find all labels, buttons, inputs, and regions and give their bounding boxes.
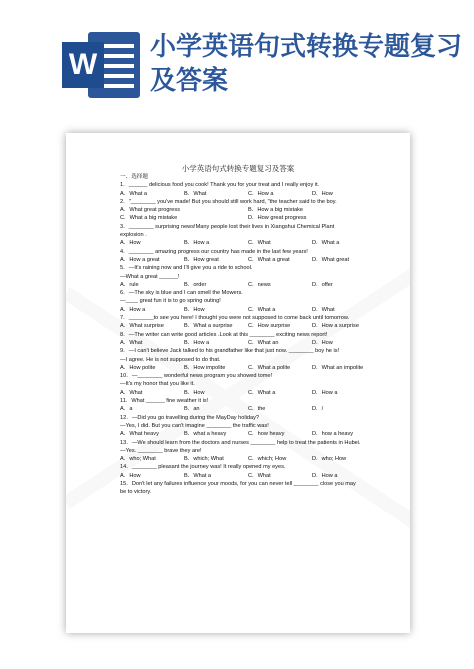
answer-option: B．What (184, 190, 207, 197)
question-stem (120, 414, 376, 422)
option-row (120, 190, 376, 198)
question-stem (120, 289, 376, 297)
answer-option: D．How a (312, 472, 338, 479)
answer-option: D．What great (312, 256, 349, 263)
answer-option: D．How great progress (248, 215, 307, 222)
option-row (120, 239, 376, 247)
question-number: 10． (120, 373, 132, 380)
question-stem (120, 248, 376, 256)
question-text: —Did you go travelling during the MayDay holiday? (131, 414, 259, 421)
question-text: What ______ fine weather it is! (131, 398, 209, 405)
question-stem-cont (120, 297, 376, 305)
question-stem-cont (120, 422, 376, 430)
answer-option: A．How polite (120, 364, 156, 371)
answer-option: B．an (184, 406, 200, 413)
question-text: ________ amazing progress our country has made in the last few years! (128, 248, 308, 255)
question-text: —Yes. ________ brave they are! (120, 447, 202, 454)
question-number: 15． (120, 480, 132, 487)
answer-option: B．How a (184, 240, 210, 247)
option-row (120, 405, 376, 413)
answer-option: A．who; What (120, 456, 156, 463)
question-stem (120, 223, 376, 231)
question-stem (120, 331, 376, 339)
answer-option: C．which; How (248, 456, 287, 463)
answer-option: C．What (248, 472, 271, 479)
question-stem-cont (120, 356, 376, 364)
answer-option: D．What a (312, 240, 340, 247)
answer-option: C．What a polite (248, 364, 291, 371)
answer-option: B．How a (184, 339, 210, 346)
question-stem-cont (120, 447, 376, 455)
question-list (120, 173, 376, 497)
answer-option: B．How impolite (184, 364, 226, 371)
question-text: —________ wonderful news program you showed tome! (131, 373, 273, 380)
answer-option: C．What a (248, 306, 276, 313)
option-row (120, 206, 376, 214)
option-row (120, 389, 376, 397)
question-number: 7． (120, 315, 129, 322)
answer-option: C．the (248, 406, 266, 413)
question-number: 6． (120, 290, 129, 297)
question-text: —____ great fun it is to go spring outing! (120, 298, 221, 305)
answer-option: A．How (120, 240, 141, 247)
question-text: —We should learn from the doctors and nurses ________ help to treat the patients in Hubei. (131, 439, 361, 446)
question-text: Don't let any failures influence your moods, for you can never tell ________ close you may (131, 480, 356, 487)
word-document-icon (62, 28, 142, 102)
question-text: —What a great ______! (120, 273, 180, 280)
option-row (120, 472, 376, 480)
answer-option: D．who; How (312, 456, 347, 463)
option-row (120, 306, 376, 314)
question-stem (120, 198, 376, 206)
banner (0, 0, 474, 120)
answer-option: A．a (120, 406, 133, 413)
answer-option: C．What (248, 240, 271, 247)
answer-option: C．How surprise (248, 323, 291, 330)
answer-option: A．What (120, 389, 143, 396)
answer-option: D．offer (312, 281, 333, 288)
option-row (120, 281, 376, 289)
answer-option: A．What surprise (120, 323, 164, 330)
answer-option: B．What a (184, 472, 212, 479)
answer-option: D．How (312, 190, 333, 197)
question-text: —The writer can write good articles .Look at this ________ exciting news report! (128, 331, 328, 338)
answer-option: B．How a big mistake (248, 207, 304, 214)
option-row (120, 339, 376, 347)
answer-option: C．What an (248, 339, 279, 346)
question-number: 12． (120, 414, 132, 421)
question-text: ______ delicious food you cook! Thank you for your treat and I really enjoy it. (128, 182, 320, 189)
answer-option: A．How a (120, 306, 146, 313)
option-row (120, 430, 376, 438)
option-row (120, 364, 376, 372)
answer-option: A．What a (120, 190, 148, 197)
question-number: 5． (120, 265, 129, 272)
answer-option: B．which; What (184, 456, 224, 463)
answer-option: C．What a big mistake (120, 215, 178, 222)
question-text: —I can't believe Jack talked to his grandfather like that just now. ________ boy he is! (128, 348, 340, 355)
question-stem (120, 480, 376, 488)
answer-option: A．What heavy (120, 431, 159, 438)
answer-option: A．rule (120, 281, 139, 288)
question-stem (120, 397, 376, 405)
answer-option: A．What great progress (120, 207, 181, 214)
answer-option: C．news (248, 281, 271, 288)
option-row (120, 455, 376, 463)
question-stem (120, 372, 376, 380)
answer-option: B．what a heavy (184, 431, 227, 438)
question-stem (120, 181, 376, 189)
answer-option: D．What an impolite (312, 364, 364, 371)
answer-option: D．How a (312, 389, 338, 396)
question-stem (120, 463, 376, 471)
answer-option: C．What a great (248, 256, 290, 263)
question-stem (120, 264, 376, 272)
option-row (120, 256, 376, 264)
answer-option: B．How (184, 306, 205, 313)
question-stem-cont (120, 231, 376, 239)
question-number: 4． (120, 248, 129, 255)
question-number: 8． (120, 331, 129, 338)
answer-option: D．/ (312, 406, 324, 413)
question-text: —It's my honor that you like it. (120, 381, 195, 388)
section-heading: 一、选择题 (120, 174, 148, 180)
question-text: —The sky is blue and I can smell the Mowers. (128, 290, 243, 297)
question-number: 3． (120, 223, 129, 230)
answer-option: B．How great (184, 256, 219, 263)
question-text: ________ pleasant the journey was! It really opened my eyes. (131, 464, 286, 471)
question-text: ________ surprising news!Many people lost their lives in Xiangshui Chemical Plant (128, 223, 335, 230)
question-text: —It's raining now and I'll give you a ride to school. (128, 265, 253, 272)
question-text: explosion . (120, 232, 147, 239)
banner-title: 小学英语句式转换专题复习及答案 (150, 32, 463, 96)
question-stem (120, 439, 376, 447)
question-stem-cont (120, 380, 376, 388)
question-text: —Yes, I did. But you can't imagine ________ the traffic was! (120, 422, 269, 429)
answer-option: A．What (120, 339, 143, 346)
answer-option: D．How (312, 339, 333, 346)
word-icon-letter: W (62, 42, 104, 88)
answer-option: D．What (312, 306, 335, 313)
answer-option: B．order (184, 281, 207, 288)
question-number: 13． (120, 439, 132, 446)
answer-option: B．What a surprise (184, 323, 233, 330)
document-title: 小学英语句式转换专题复习及答案 (181, 164, 295, 173)
answer-option: A．How (120, 472, 141, 479)
question-text: ________to see you here! I thought you were not supposed to come back until tomorrow. (128, 315, 350, 322)
question-stem-cont (120, 273, 376, 281)
question-stem (120, 314, 376, 322)
answer-option: D．How a surprise (312, 323, 359, 330)
answer-option: C．how heavy (248, 431, 285, 438)
question-text: —I agree. He is not supposed to do that. (120, 356, 221, 363)
answer-option: C．What a (248, 389, 276, 396)
question-text: be to victory. (120, 489, 152, 496)
question-number: 1． (120, 182, 129, 189)
question-number: 2． (120, 198, 129, 205)
document-page (66, 133, 410, 633)
question-text: "________ you've made! But you should still work hard, "the teacher said to the boy. (128, 198, 337, 205)
question-stem-cont (120, 488, 376, 496)
answer-option: B．How (184, 389, 205, 396)
answer-option: A．How a great (120, 256, 160, 263)
question-number: 9． (120, 348, 129, 355)
question-number: 11． (120, 398, 132, 405)
answer-option: D．how a heavy (312, 431, 354, 438)
question-number: 14． (120, 464, 132, 471)
option-row (120, 322, 376, 330)
question-stem (120, 347, 376, 355)
answer-option: C．How a (248, 190, 274, 197)
option-row (120, 214, 376, 222)
